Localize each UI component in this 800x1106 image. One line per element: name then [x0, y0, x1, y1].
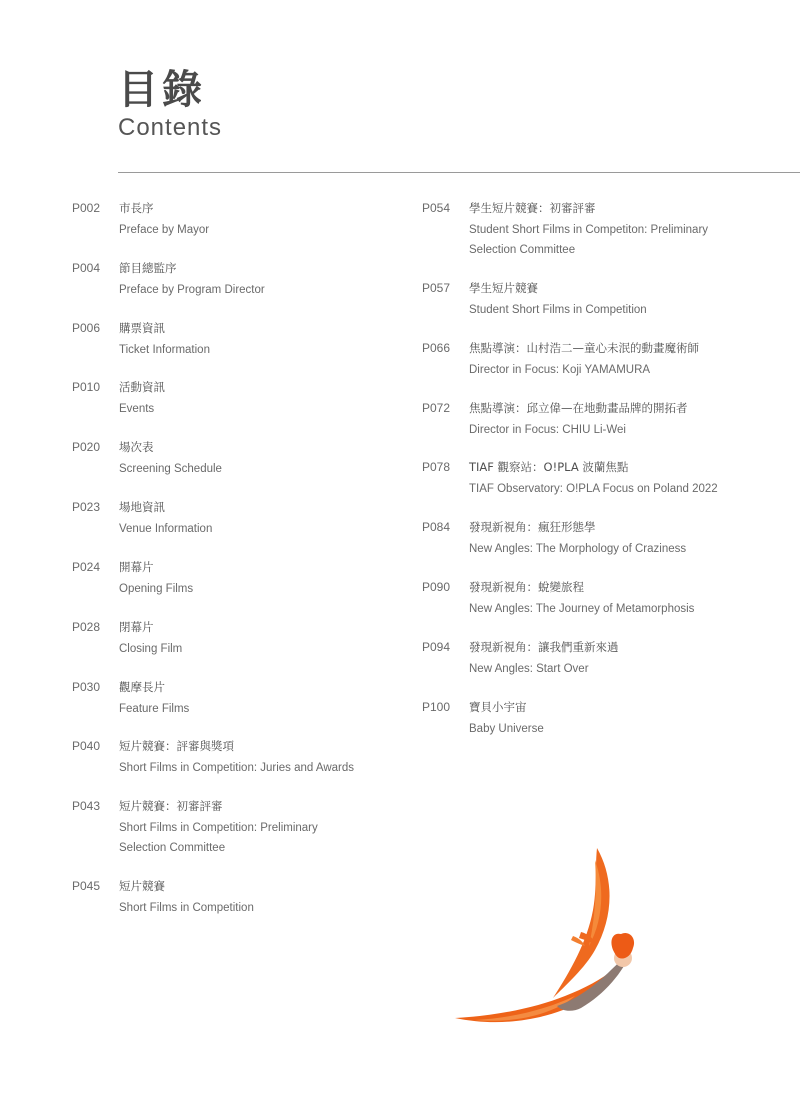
entry-title-chinese: 學生短片競賽：初審評審 — [469, 201, 596, 215]
page-number: P002 — [72, 201, 101, 215]
entry-title-chinese: 活動資訊 — [119, 380, 165, 394]
title-divider — [118, 172, 800, 173]
entry-title-chinese: 寶貝小宇宙 — [469, 700, 527, 714]
entry-title-english-line: Screening Schedule — [119, 463, 222, 475]
entry-title-chinese: 節目總監序 — [119, 261, 177, 275]
page-number: P010 — [72, 380, 101, 394]
entry-title-english — [119, 639, 182, 659]
entry-title-english — [469, 300, 647, 320]
page-number: P020 — [72, 440, 101, 454]
page-title-english: Contents — [118, 114, 223, 141]
entry-title-english — [469, 659, 589, 679]
entry-title-chinese: 購票資訊 — [119, 321, 165, 335]
page-number: P045 — [72, 879, 101, 893]
entry-title-english-line: Venue Information — [119, 523, 213, 535]
page-number: P094 — [422, 640, 451, 654]
entry-title-english-line: New Angles: The Morphology of Craziness — [469, 543, 687, 555]
page-number: P043 — [72, 799, 101, 813]
page-number: P004 — [72, 261, 101, 275]
page-number: P054 — [422, 201, 451, 215]
entry-title-chinese: 場次表 — [119, 440, 154, 454]
entry-title-english-line: Opening Films — [119, 583, 194, 595]
page-number: P084 — [422, 520, 451, 534]
entry-title-english — [119, 459, 222, 479]
page-number: P006 — [72, 321, 101, 335]
entry-title-english — [469, 220, 708, 260]
entry-title-english — [469, 539, 686, 559]
page-number: P030 — [72, 680, 101, 694]
entry-title-english-line: Selection Committee — [119, 842, 226, 854]
entry-title-english-line: Events — [119, 403, 155, 415]
entry-title-english-line: Preface by Program Director — [119, 284, 265, 296]
entry-title-english-line: New Angles: Start Over — [469, 663, 589, 675]
page-number: P057 — [422, 281, 451, 295]
entry-title-english — [119, 340, 210, 360]
entry-title-chinese: TIAF 觀察站：O!PLA 波蘭焦點 — [469, 460, 629, 474]
entry-title-english — [119, 758, 354, 778]
entry-title-english — [119, 220, 209, 240]
entry-title-english-line: Feature Films — [119, 703, 190, 715]
flying-bird-girl-illustration — [445, 840, 645, 1040]
entry-title-english-line: Short Films in Competition: Juries and Awards — [119, 762, 354, 774]
entry-title-english-line: Selection Committee — [469, 244, 576, 256]
entry-title-english-line: TIAF Observatory: O!PLA Focus on Poland 2022 — [469, 483, 718, 495]
entry-title-english — [469, 719, 544, 739]
entry-title-english — [119, 579, 193, 599]
entry-title-english-line: New Angles: The Journey of Metamorphosis — [469, 603, 695, 615]
entry-title-chinese: 閉幕片 — [119, 620, 154, 634]
page-number: P040 — [72, 739, 101, 753]
entry-title-english-line: Baby Universe — [469, 723, 544, 735]
entry-title-chinese: 發現新視角：讓我們重新來過 — [469, 640, 619, 654]
entry-title-english — [119, 699, 189, 719]
entry-title-chinese: 開幕片 — [119, 560, 154, 574]
entry-title-chinese: 發現新視角：蛻變旅程 — [469, 580, 584, 594]
entry-title-english — [119, 280, 265, 300]
entry-title-chinese: 焦點導演：山村浩二—童心未泯的動畫魔術師 — [469, 341, 699, 355]
entry-title-english-line: Director in Focus: Koji YAMAMURA — [469, 364, 651, 376]
entry-title-chinese: 市長序 — [119, 201, 154, 215]
page-number: P023 — [72, 500, 101, 514]
entry-title-chinese: 短片競賽 — [119, 879, 165, 893]
entry-title-english-line: Short Films in Competition: Preliminary — [119, 822, 318, 834]
entry-title-chinese: 焦點導演：邱立偉—在地動畫品牌的開拓者 — [469, 401, 688, 415]
entry-title-english-line: Short Films in Competition — [119, 902, 254, 914]
page-number: P024 — [72, 560, 101, 574]
entry-title-chinese: 觀摩長片 — [119, 680, 165, 694]
entry-title-chinese: 學生短片競賽 — [469, 281, 538, 295]
entry-title-english — [119, 898, 254, 918]
entry-title-english — [469, 599, 694, 619]
entry-title-english — [469, 360, 650, 380]
entry-title-english — [119, 519, 212, 539]
entry-title-english-line: Student Short Films in Competiton: Preliminary — [469, 224, 709, 236]
page-number: P072 — [422, 401, 451, 415]
entry-title-chinese: 場地資訊 — [119, 500, 165, 514]
entry-title-chinese: 發現新視角：瘋狂形態學 — [469, 520, 596, 534]
entry-title-chinese: 短片競賽：評審與獎項 — [119, 739, 234, 753]
entry-title-english-line: Ticket Information — [119, 344, 210, 356]
page-number: P090 — [422, 580, 451, 594]
page-number: P066 — [422, 341, 451, 355]
page-title-chinese: 目錄 — [118, 67, 206, 113]
page-number: P078 — [422, 460, 451, 474]
entry-title-english — [469, 479, 718, 499]
entry-title-english-line: Preface by Mayor — [119, 224, 210, 236]
entry-title-english — [469, 420, 626, 440]
entry-title-english-line: Closing Film — [119, 643, 183, 655]
entry-title-chinese: 短片競賽：初審評審 — [119, 799, 223, 813]
page-number: P028 — [72, 620, 101, 634]
entry-title-english — [119, 818, 318, 858]
entry-title-english-line: Student Short Films in Competition — [469, 304, 647, 316]
entry-title-english — [119, 399, 154, 419]
page-number: P100 — [422, 700, 451, 714]
entry-title-english-line: Director in Focus: CHIU Li-Wei — [469, 424, 626, 436]
